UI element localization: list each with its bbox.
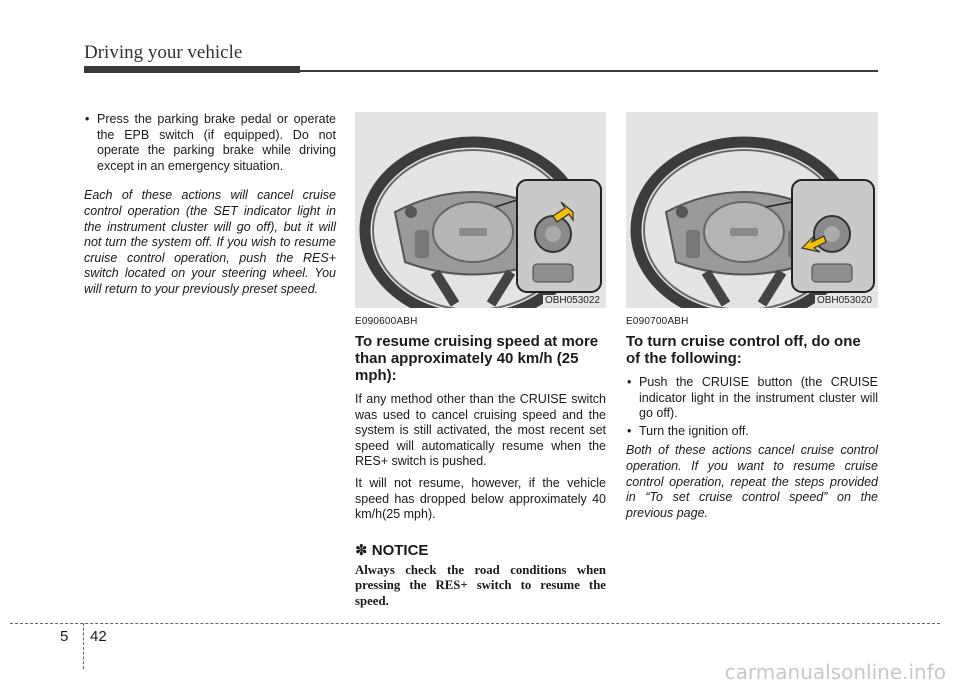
section-heading: To turn cruise control off, do one of the following: <box>626 333 861 367</box>
column-1 <box>84 112 336 298</box>
figure-code: OBH053020 <box>816 295 872 306</box>
steering-wheel-illustration <box>355 112 606 308</box>
footer-divider <box>83 623 84 669</box>
notice-title: ✽ NOTICE <box>355 541 429 559</box>
list-item: • Push the CRUISE button (the CRUISE indicator light in the instrument cluster will go off). <box>626 375 878 422</box>
header-bar <box>84 66 300 73</box>
page-header-title: Driving your vehicle <box>84 42 243 63</box>
paragraph: It will not resume, however, if the vehicle speed has dropped below approximately 40 km/h(25 mph). <box>355 475 606 522</box>
column-3 <box>626 112 878 521</box>
column-2 <box>355 112 606 610</box>
list-item: • Press the parking brake pedal or operate the EPB switch (if equipped). Do not operate the parking brake while driving except in an emergency situation. <box>84 112 336 174</box>
list-item: • Turn the ignition off. <box>626 424 878 440</box>
chapter-number: 5 <box>60 628 69 645</box>
section-code: E090600ABH <box>355 316 418 327</box>
italic-note: Both of these actions cancel cruise control operation. If you want to resume cruise control operation, repeat the steps provided in “To set cruise control speed” on the previous page. <box>626 443 878 520</box>
section-heading: To resume cruising speed at more than approximately 40 km/h (25 mph): <box>355 333 599 384</box>
figure-code: OBH053022 <box>544 295 600 306</box>
steering-wheel-figure-cruise <box>626 112 878 308</box>
steering-wheel-figure-res <box>355 112 606 308</box>
italic-note: Each of these actions will cancel cruise control operation (the SET indicator light in the instrument cluster will go off), but it will not turn the system off. If you wish to resume cruise control operation, push the RES+ switch located on your steering wheel. You will return to your previously preset speed. <box>84 188 336 296</box>
footer-rule <box>10 623 940 624</box>
page-number: 42 <box>90 628 107 645</box>
notice-body: Always check the road conditions when pressing the RES+ switch to resume the speed. <box>355 562 606 608</box>
section-code: E090700ABH <box>626 316 689 327</box>
watermark: carmanualsonline.info <box>724 660 946 684</box>
paragraph: If any method other than the CRUISE switch was used to cancel cruising speed and the system is still activated, the most recent set speed will automatically resume when the RES+ switch is pushed. <box>355 392 606 469</box>
steering-wheel-illustration <box>626 112 878 308</box>
header-rule <box>300 70 878 72</box>
